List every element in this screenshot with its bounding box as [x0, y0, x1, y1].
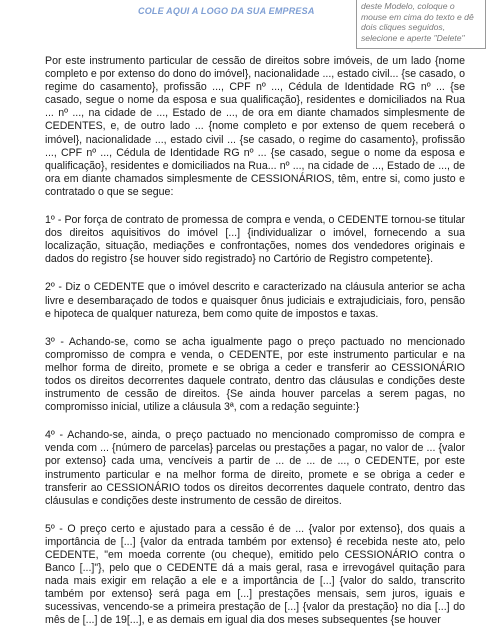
instruction-note: deste Modelo, coloque o mouse em cima do texto e dê dois cliques seguidos, selecione e aperte "Delete" — [356, 0, 486, 49]
paragraph-clause-3: 3º - Achando-se, como se acha igualmente pago o preço pactuado no mencionado compromisso de compra e venda, o CEDENTE, por este instrumento particular e na melhor forma de direito, promete e se obriga a ceder e transferir ao CESSIONÁRIO todos os direitos decorrentes daquele contrato, dentro das cláusulas e condições deste instrumento de cessão de direitos. {Se ainda houver parcelas a serem pagas, no compromisso inicial, utilize a cláusula 3ª, com a redação seguinte:} — [45, 335, 465, 414]
paragraph-clause-1: 1º - Por força de contrato de promessa de compra e venda, o CEDENTE tornou-se titular dos direitos aquisitivos do imóvel [...] {individualizar o imóvel, fornecendo a sua localização, situação, mediações e confrontações, nomes dos vendedores originais e dados do registro {se houver sido registrado} no Cartório de Registro competente}. — [45, 214, 465, 266]
paragraph-clause-5: 5º - O preço certo e ajustado para a cessão é de ... {valor por extenso}, dos quais a importância de [...] {valor da entrada também por extenso} é recebida neste ato, pelo CEDENTE, "em moeda corrente (ou cheque), emitido pelo CESSIONÁRIO contra o Banco [...]"}, pelo que o CEDENTE dá a mais geral, rasa e irrevogável quitação para nada mais exigir em relação a ele e a importância de [...] {valor do saldo, transcrito também por extenso} será paga em [...] prestações mensais, sem juros, iguais e sucessivas, vencendo-se a primeira prestação de [...] {valor da prestação} no dia [...] do mês de [...] de 19[...], e as demais em igual dia dos meses subsequentes {se houver — [45, 522, 465, 627]
paragraph-preamble: Por este instrumento particular de cessão de direitos sobre imóveis, de um lado {nome completo e por extenso do dono do imóvel}, nacionalidade ..., estado civil... {se casado, o regime do casamento}, profissão ..., CPF nº ..., Cédula de Identidade RG nº ... {se casado, segue o nome da esposa e sua qualificação}, residentes e domiciliados na Rua ... nº ..., na cidade de ..., Estado de ..., de ora em diante chamados simplesmente de CEDENTES, e, de outro lado ... {nome completo e por extenso de quem receberá o imóvel}, nacionalidade ..., estado civil ... {se casado, o regime do casamento}, profissão ..., CPF nº ..., Cédula de Identidade RG nº ... {se casado, segue o nome da esposa e qualificação}, residentes e domiciliados na Rua... nº ..., na cidade de ..., Estado de ..., de ora em diante chamados simplesmente de CESSIONÁRIOS, têm, entre si, como justo e contratado o que se segue: — [45, 55, 465, 198]
document-body — [45, 55, 465, 643]
paragraph-clause-4: 4º - Achando-se, ainda, o preço pactuado no mencionado compromisso de compra e venda com ... {número de parcelas} parcelas ou prestações a pagar, no valor de ... {valor por extenso} cada uma, vencíveis a partir de ... de ... de ..., o CEDENTE, por este instrumento particular e na melhor forma de direito, promete e se obriga a ceder e transferir ao CESSIONÁRIO todos os direitos decorrentes daquele contrato, dentro das cláusulas e condições deste instrumento de cessão de direitos. — [45, 429, 465, 507]
paragraph-clause-2: 2º - Diz o CEDENTE que o imóvel descrito e caracterizado na cláusula anterior se acha livre e desembaraçado de todos e quaisquer ônus judiciais e extrajudiciais, foro, pensão e hipoteca de qualquer natureza, bem como quite de impostos e taxas. — [45, 281, 465, 320]
logo-placeholder: COLE AQUI A LOGO DA SUA EMPRESA — [138, 6, 315, 16]
